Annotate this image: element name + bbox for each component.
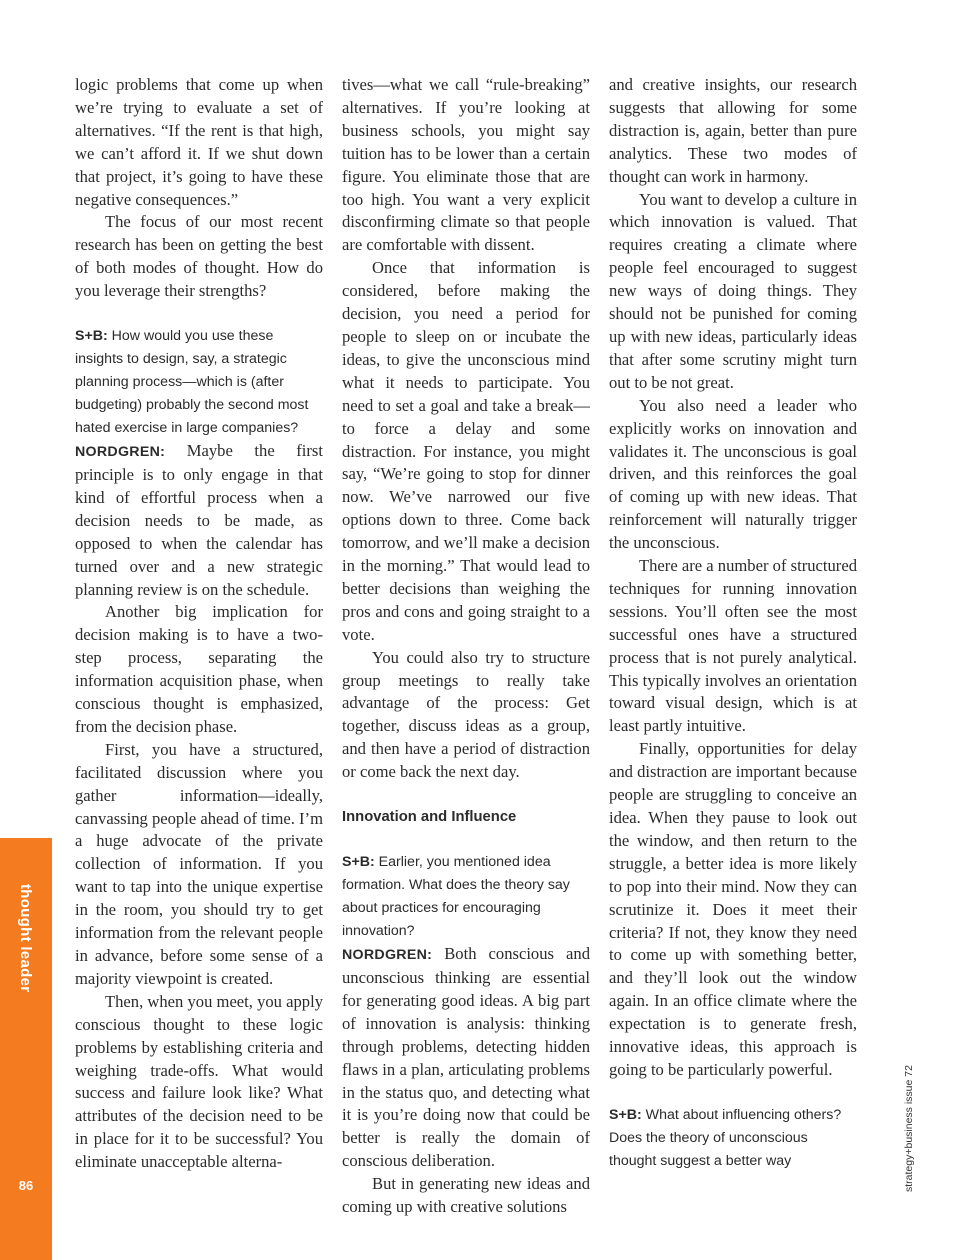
- paragraph: tives—what we call “rule-breaking” alternatives. If you’re looking at business schools, you might say tuition has to be lower than a certain figure. You eliminate those that are too high. You want a very explicit disconfirming climate so that people are comfortable with dissent.: [342, 75, 590, 255]
- paragraph: and creative insights, our research suggests that allowing for some distraction is, again, better than pure analytics. These two modes of thought can work in harmony.: [609, 75, 857, 186]
- page-number: 86: [18, 1178, 34, 1193]
- question-text: How would you use these insights to design, say, a strategic planning process—which is (after budgeting) probably the second most hated exercise in large companies?: [75, 328, 309, 437]
- text-column-1: [75, 74, 323, 1174]
- question-tag: S+B:: [609, 1106, 642, 1123]
- section-heading: Innovation and Influence: [342, 809, 517, 826]
- issue-label: strategy+business issue 72: [903, 1065, 915, 1192]
- paragraph: You also need a leader who explicitly works on innovation and validates it. The unconscious is goal driven, and this reinforces the goal of coming up with new ideas. That reinforcement will naturally trigger the unconscious.: [609, 395, 857, 553]
- interviewer-question: [75, 325, 323, 440]
- question-tag: S+B:: [342, 854, 375, 871]
- interviewer-question: [609, 1104, 857, 1173]
- paragraph: logic problems that come up when we’re trying to evaluate a set of alternatives. “If the rent is that high, we can’t afford it. If we shut down that project, it’s going to have these negative consequences.”: [75, 75, 323, 209]
- interviewer-question: [342, 851, 590, 943]
- paragraph: The focus of our most recent research has been on getting the best of both modes of thought. How do you leverage their strengths?: [75, 212, 323, 301]
- speaker-tag: NORDGREN:: [342, 947, 433, 964]
- speaker-tag: NORDGREN:: [75, 444, 166, 461]
- text-column-2: [342, 74, 590, 1219]
- paragraph: Another big implication for decision making is to have a two-step process, separating the information acquisition phase, when conscious thought is emphasized, from the decision phase.: [75, 602, 323, 736]
- question-text: What about influencing others? Does the theory of unconscious thought suggest a better way: [609, 1106, 842, 1169]
- paragraph: You want to develop a culture in which innovation is valued. That requires creating a climate where people feel encouraged to suggest new ways of doing things. They should not be punished for coming up with new ideas, particularly ideas that after some scrutiny might turn out to be not great.: [609, 189, 857, 392]
- paragraph: Once that information is considered, before making the decision, you need a period for people to sleep on or incubate the ideas, to give the unconscious mind what it needs to participate. You need to set a goal and take a break—to force a delay and some distraction. For instance, you might say, “We’re going to stop for dinner now. We’ve narrowed our five options down to three. Come back tomorrow, and we’ll make a decision in the morning.” That would lead to better decisions than weighing the pros and cons and going straight to a vote.: [342, 258, 590, 644]
- answer-text: Both conscious and unconscious thinking are essential for generating good ideas. A big part of innovation is analysis: thinking through problems, detecting hidden flaws in a plan, articulating problems in the status quo, and detecting what it is you’re doing now that could be better is really the domain of conscious deliberation.: [342, 944, 590, 1171]
- paragraph: First, you have a structured, facilitated discussion where you gather information—ideally, canvassing people ahead of time. I’m a huge advocate of the private collection of information. If you want to tap into the unique expertise in the room, you should try to get information from the relevant people in advance, before some sense of a majority viewpoint is created.: [75, 739, 323, 988]
- answer: [75, 440, 323, 601]
- paragraph: Finally, opportunities for delay and distraction are important because people are struggling to conceive an idea. When they pause to look out the window, and then return to the struggle, a better idea is more likely to pop into their mind. Now they can scrutinize it. Does it meet their criteria? If not, they know they need to come up with something better, and they’ll look out the window again. In an office climate where the expectation is to generate fresh, innovative ideas, this approach is going to be particularly powerful.: [609, 739, 857, 1079]
- paragraph: Then, when you meet, you apply conscious thought to these logic problems by establishing criteria and weighing trade-offs. What would success and failure look like? What attributes of the decision need to be in place for it to be successful? You eliminate unacceptable alterna-: [75, 991, 323, 1172]
- question-text: Earlier, you mentioned idea formation. What does the theory say about practices for encouraging innovation?: [342, 854, 570, 940]
- question-tag: S+B:: [75, 328, 108, 345]
- paragraph: There are a number of structured techniques for running innovation sessions. You’ll often see the most successful ones have a structured process that is not purely analytical. This typically involves an orientation toward visual design, which is at least partly intuitive.: [609, 556, 857, 736]
- text-column-3: [609, 74, 857, 1173]
- paragraph: But in generating new ideas and coming up with creative solutions: [342, 1174, 590, 1217]
- answer-text: Maybe the first principle is to only engage in that kind of effortful process when a decision needs to be made, as opposed to when the calendar has turned over and a new strategic planning review is on the schedule.: [75, 441, 323, 599]
- answer: [342, 943, 590, 1173]
- paragraph: You could also try to structure group meetings to really take advantage of the process: Get together, discuss ideas as a group, and then have a period of distraction or come back the next day.: [342, 647, 590, 782]
- section-label: thought leader: [17, 884, 34, 993]
